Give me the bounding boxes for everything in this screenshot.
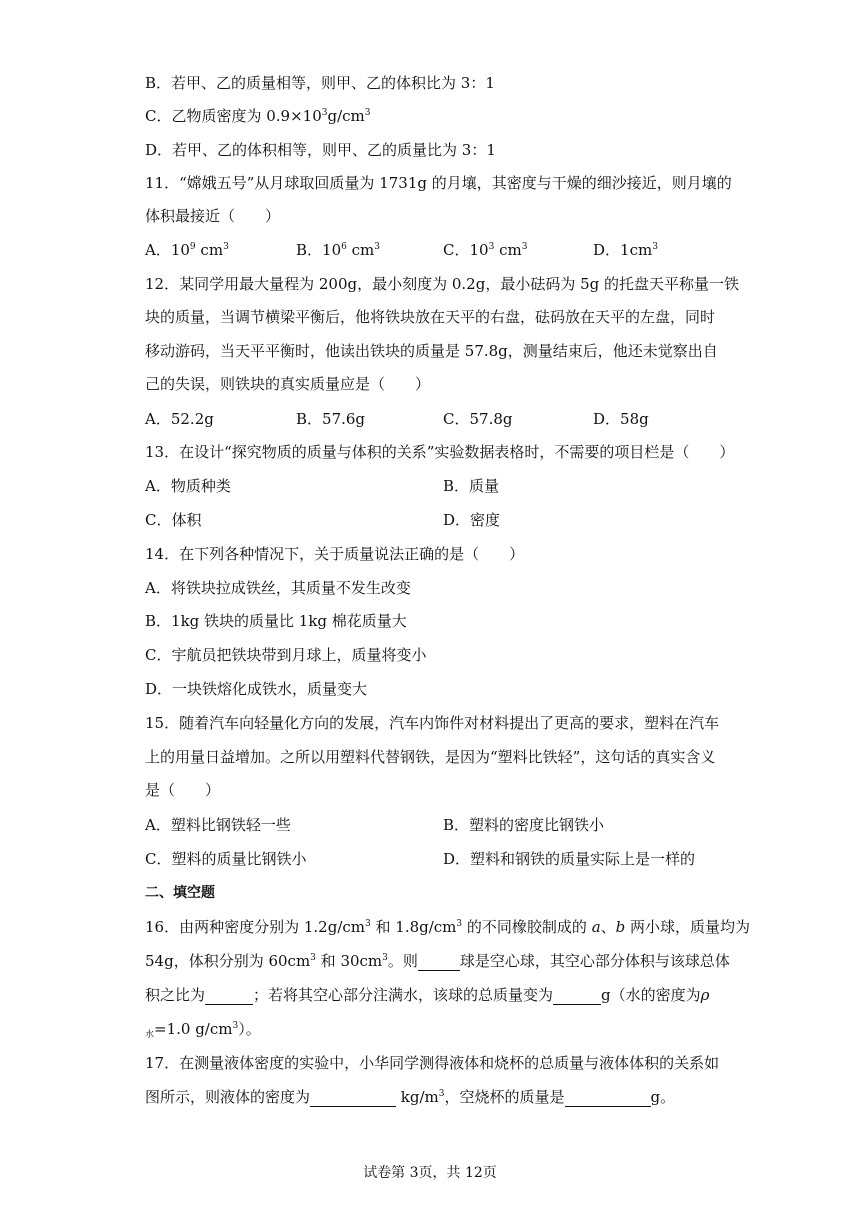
q11-option-a-text: A．10 <box>145 241 190 259</box>
q13-option-d: D．密度 <box>443 511 501 529</box>
q14-option-b: B．1kg 铁块的质量比 1kg 棉花质量大 <box>145 612 407 630</box>
text: 的不同橡胶制成的 <box>462 918 592 936</box>
q11-option-b <box>296 240 380 260</box>
superscript: 3 <box>456 919 463 929</box>
text: 球是空心球，其空心部分体积与该球总体 <box>459 952 730 970</box>
unit: g/cm <box>327 107 365 125</box>
text: g。 <box>650 1088 676 1106</box>
q10-option-d: D．若甲、乙的体积相等，则甲、乙的质量比为 3：1 <box>145 141 496 159</box>
var-b: b <box>615 918 626 936</box>
q12-option-b: B．57.6g <box>296 410 366 428</box>
q16-line1 <box>145 917 750 937</box>
text: ）。 <box>238 1020 261 1038</box>
text: ，空烧杯的质量是 <box>444 1088 565 1106</box>
text: 16．由两种密度分别为 1.2g/cm <box>145 918 365 936</box>
subscript-water: 水 <box>145 1030 155 1040</box>
q12-option-c: C．57.8g <box>443 410 513 428</box>
superscript: 3 <box>438 1089 445 1099</box>
q15-option-d: D．塑料和钢铁的质量实际上是一样的 <box>443 850 696 868</box>
text: g（水的密度为 <box>601 986 701 1004</box>
q12-stem-line3: 移动游码，当天平平衡时，他读出铁块的质量是 57.8g，测量结束后，他还未觉察出自 <box>145 342 718 360</box>
answer-blank-4[interactable] <box>310 1090 396 1107</box>
rho-symbol: ρ <box>700 986 710 1004</box>
superscript: 9 <box>189 242 196 252</box>
superscript: 3 <box>321 108 328 118</box>
q12-stem-line1: 12．某同学用最大量程为 200g，最小刻度为 0.2g，最小砝码为 5g 的托盘天平称量一铁 <box>145 275 739 293</box>
text: 积之比为 <box>145 986 206 1004</box>
text: =1.0 g/cm <box>154 1020 233 1038</box>
text: 54g，体积分别为 60cm <box>145 952 311 970</box>
text: 、 <box>600 918 616 936</box>
q17-line2 <box>145 1087 675 1107</box>
q11-stem-line2: 体积最接近（ ） <box>145 207 281 225</box>
q15-option-b: B．塑料的密度比钢铁小 <box>443 816 605 834</box>
unit: cm <box>494 241 522 259</box>
section-heading: 二、填空题 <box>145 885 215 901</box>
unit: cm <box>346 241 375 259</box>
q11-option-c-text: C．10 <box>443 241 489 259</box>
q15-stem-line1: 15．随着汽车向轻量化方向的发展，汽车内饰件对材料提出了更高的要求，塑料在汽车 <box>145 714 720 732</box>
q15-option-c: C．塑料的质量比钢铁小 <box>145 850 307 868</box>
q12-stem-line4: 己的失误，则铁块的真实质量应是（ ） <box>145 375 431 393</box>
q14-option-c: C．宇航员把铁块带到月球上，质量将变小 <box>145 646 427 664</box>
q10-option-b: B．若甲、乙的质量相等，则甲、乙的体积比为 3：1 <box>145 74 495 92</box>
q15-option-a: A．塑料比钢铁轻一些 <box>145 816 291 834</box>
q17-line1: 17．在测量液体密度的实验中，小华同学测得液体和烧杯的总质量与液体体积的关系如 <box>145 1054 720 1072</box>
q12-stem-line2: 块的质量，当调节横梁平衡后，他将铁块放在天平的右盘，砝码放在天平的左盘，同时 <box>145 308 716 326</box>
text: 图所示，则液体的密度为 <box>145 1088 311 1106</box>
superscript: 3 <box>365 919 371 929</box>
superscript: 3 <box>310 953 316 963</box>
q14-stem: 14．在下列各种情况下，关于质量说法正确的是（ ） <box>145 545 525 563</box>
q10-option-c <box>145 106 371 126</box>
superscript: 3 <box>364 108 371 118</box>
q16-line3 <box>145 985 709 1005</box>
answer-blank-2[interactable] <box>205 988 253 1005</box>
answer-blank-5[interactable] <box>565 1090 651 1107</box>
page-footer: 试卷第 3页，共 12页 <box>363 1165 497 1181</box>
superscript: 3 <box>521 242 528 252</box>
q13-option-b: B．质量 <box>443 477 500 495</box>
q14-option-a: A．将铁块拉成铁丝，其质量不发生改变 <box>145 579 411 597</box>
q11-option-a <box>145 240 229 260</box>
q14-option-d: D．一块铁熔化成铁水，质量变大 <box>145 680 368 698</box>
text: ；若将其空心部分注满水，该球的总质量变为 <box>253 986 554 1004</box>
q11-option-d <box>593 240 658 260</box>
superscript: 3 <box>374 242 380 252</box>
superscript: 3 <box>232 1021 239 1031</box>
q12-option-a: A．52.2g <box>145 410 214 428</box>
text: 两小球，质量均为 <box>625 918 751 936</box>
q11-stem-line1: 11．“嫦娥五号”从月球取回质量为 1731g 的月壤，其密度与干燥的细沙接近，则月壤的 <box>145 174 732 192</box>
unit: cm <box>195 241 224 259</box>
superscript: 6 <box>341 242 347 252</box>
text: 和 30cm <box>315 952 383 970</box>
q11-option-c <box>443 240 527 260</box>
superscript: 3 <box>223 242 229 252</box>
q13-option-a: A．物质种类 <box>145 477 231 495</box>
text: 。则 <box>387 952 418 970</box>
q16-line4 <box>145 1019 261 1039</box>
superscript: 3 <box>382 953 388 963</box>
q12-option-d: D．58g <box>593 410 649 428</box>
q11-option-d-text: D．1cm <box>593 241 653 259</box>
q15-stem-line3: 是（ ） <box>145 781 221 799</box>
answer-blank-3[interactable] <box>553 988 601 1005</box>
superscript: 3 <box>652 242 658 252</box>
var-a: a <box>591 918 601 936</box>
q16-line2 <box>145 951 730 971</box>
superscript: 3 <box>488 242 495 252</box>
q11-option-b-text: B．10 <box>296 241 342 259</box>
answer-blank-1[interactable] <box>418 954 460 971</box>
q13-stem: 13．在设计“探究物质的质量与体积的关系”实验数据表格时，不需要的项目栏是（ ） <box>145 443 735 461</box>
text: 和 1.8g/cm <box>370 918 457 936</box>
q10-option-c-text: C．乙物质密度为 0.9×10 <box>145 107 322 125</box>
q15-stem-line2: 上的用量日益增加。之所以用塑料代替钢铁，是因为“塑料比铁轻”，这句话的真实含义 <box>145 748 716 766</box>
q13-option-c: C．体积 <box>145 511 202 529</box>
text: kg/m <box>396 1088 439 1106</box>
